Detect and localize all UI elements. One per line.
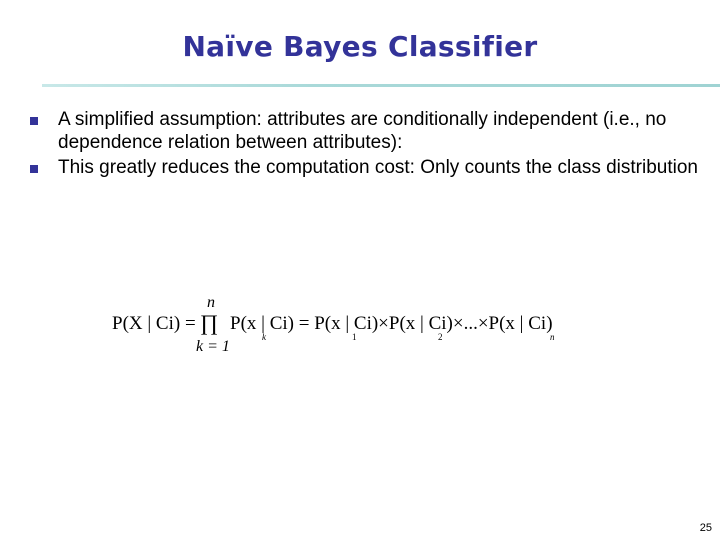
naive-bayes-formula bbox=[112, 294, 612, 364]
bullet-text: A simplified assumption: attributes are conditionally independent (i.e., no dependence relation between attributes): bbox=[58, 109, 667, 153]
product-symbol: ∏ bbox=[200, 310, 219, 335]
formula-subscript: 1 bbox=[352, 332, 357, 342]
bullet-list bbox=[30, 108, 700, 181]
title-divider bbox=[42, 84, 720, 87]
bullet-item bbox=[30, 108, 700, 154]
square-bullet-icon bbox=[30, 117, 38, 125]
formula-lhs: P(X | Ci) = bbox=[112, 313, 196, 334]
formula-subscript: n bbox=[550, 332, 555, 342]
product-lower-limit: k = 1 bbox=[196, 338, 230, 355]
formula-subscript: k bbox=[262, 332, 266, 342]
formula-subscript: 2 bbox=[438, 332, 443, 342]
bullet-text: This greatly reduces the computation cost: Only counts the class distribution bbox=[58, 157, 698, 178]
bullet-item bbox=[30, 156, 700, 179]
slide-title: Naïve Bayes Classifier bbox=[182, 30, 538, 63]
page-number: 25 bbox=[699, 522, 712, 534]
square-bullet-icon bbox=[30, 165, 38, 173]
product-upper-limit: n bbox=[207, 294, 215, 311]
formula-rhs: P(x | Ci) = P(x | Ci)×P(x | Ci)×...×P(x | Ci) bbox=[230, 313, 553, 334]
